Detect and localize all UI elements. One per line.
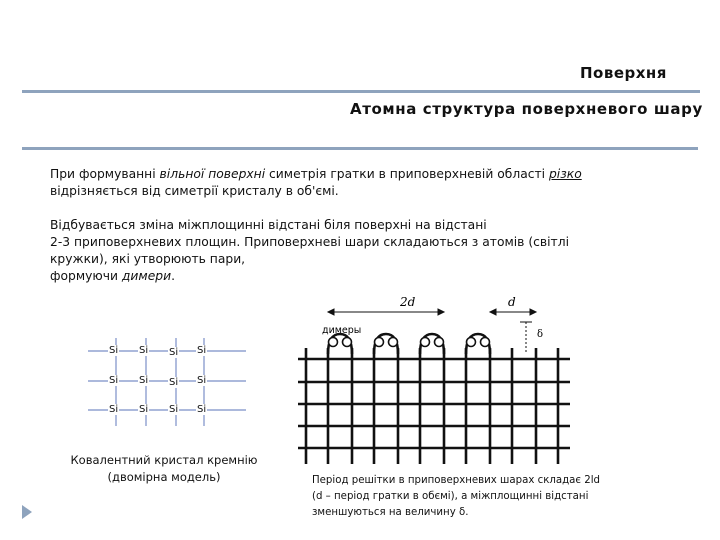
slide-title: Поверхня	[580, 64, 667, 82]
si-atom: Si	[197, 345, 207, 356]
si-atom: Si	[197, 375, 207, 386]
text-run: формуючи	[50, 269, 122, 283]
caption-left-line-2: (двомірна модель)	[107, 470, 221, 484]
text-run: .	[171, 269, 175, 283]
si-atom: Si	[139, 404, 149, 415]
emphasis-dimers: димери	[121, 269, 172, 283]
subtitle-divider	[22, 147, 698, 150]
label-d: d	[508, 295, 516, 309]
label-2d: 2d	[400, 295, 416, 309]
caption-right	[312, 473, 642, 521]
si-atom: Si	[169, 347, 179, 358]
silicon-lattice-diagram	[88, 336, 248, 428]
si-atom: Si	[139, 375, 149, 386]
caption-left	[54, 452, 274, 486]
label-delta: δ	[537, 329, 544, 340]
paragraph-2: Відбувається зміна міжплощинні відстані біля поверхні на відстані	[50, 218, 487, 232]
paragraph-3: 2-3 приповерхневих площин. Приповерхневі шари складаються з атомів (світлі кружки), які утворюють пари,	[50, 235, 569, 266]
si-atom: Si	[197, 404, 207, 415]
si-atom: Si	[109, 345, 119, 356]
si-atom: Si	[109, 375, 119, 386]
caption-right-line-3: зменшуються на величину δ.	[312, 507, 469, 518]
text-run: відрізняється від симетрії кристалу в об'ємі.	[50, 184, 339, 198]
caption-right-line-2: (d – період гратки в обємі), а міжплощинні відстані	[312, 491, 589, 502]
label-dimers: димеры	[322, 325, 362, 336]
body-text	[50, 166, 590, 285]
spacer	[50, 200, 590, 217]
dimer-lattice-drawing	[288, 292, 578, 467]
emphasis-free-surface: вільної поверхні	[159, 167, 266, 181]
caption-right-line-1: Період решітки в приповерхневих шарах складає 2ld	[312, 475, 600, 486]
si-atom: Si	[139, 345, 149, 356]
text-run: При формуванні	[50, 167, 160, 181]
paragraph-1	[50, 166, 590, 200]
caption-left-line-1: Ковалентний кристал кремнію	[70, 453, 258, 467]
title-divider	[22, 90, 700, 93]
si-atom: Si	[169, 404, 179, 415]
emphasis-sharply: різко	[549, 167, 582, 181]
si-atom: Si	[169, 377, 179, 388]
si-atom: Si	[109, 404, 119, 415]
surface-dimer-figure	[288, 292, 578, 467]
slide-subtitle: Атомна структура поверхневого шару	[350, 100, 703, 118]
play-triangle-icon	[22, 505, 32, 519]
text-run: симетрія гратки в приповерхневій області	[265, 167, 549, 181]
paragraph-4	[50, 268, 590, 285]
